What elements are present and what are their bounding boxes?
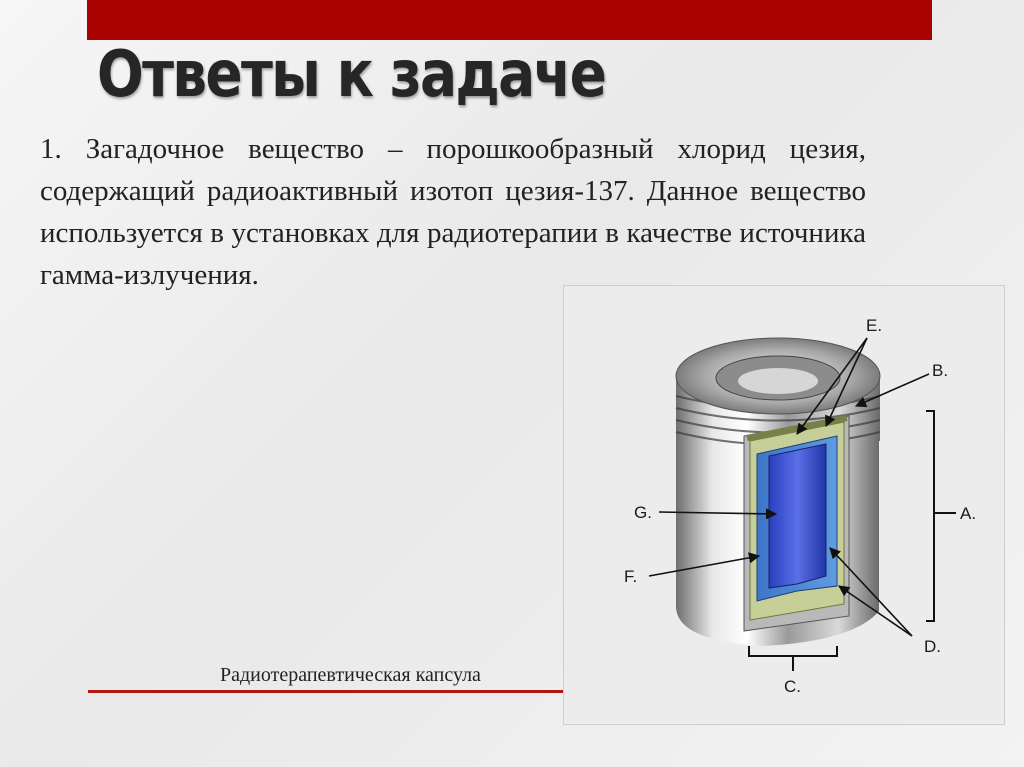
- label-f: F.: [624, 567, 638, 586]
- slide-title: Ответы к задаче: [97, 38, 606, 112]
- label-g: G.: [634, 503, 652, 522]
- label-d: D.: [924, 637, 941, 656]
- capsule-figure: [563, 285, 1005, 725]
- label-a: A.: [960, 504, 977, 523]
- figure-caption: Радиотерапевтическая капсула: [220, 664, 481, 686]
- answer-text: 1. Загадочное вещество – порошкообразный хлорид цезия, содержащий радиоактивный изотоп цезия-137. Данное вещество используется в установках для радиотерапии в качестве источника гамма-излучения.: [40, 133, 866, 291]
- top-accent-bar: [87, 0, 932, 40]
- label-e: E.: [866, 316, 883, 335]
- caption-underline: [88, 690, 563, 693]
- label-b: B.: [932, 361, 949, 380]
- bracket-a: [926, 411, 934, 621]
- label-c: C.: [784, 677, 801, 696]
- capsule-cutaway: [744, 416, 849, 631]
- capsule-diagram: [564, 286, 1006, 726]
- bracket-c: [749, 646, 837, 656]
